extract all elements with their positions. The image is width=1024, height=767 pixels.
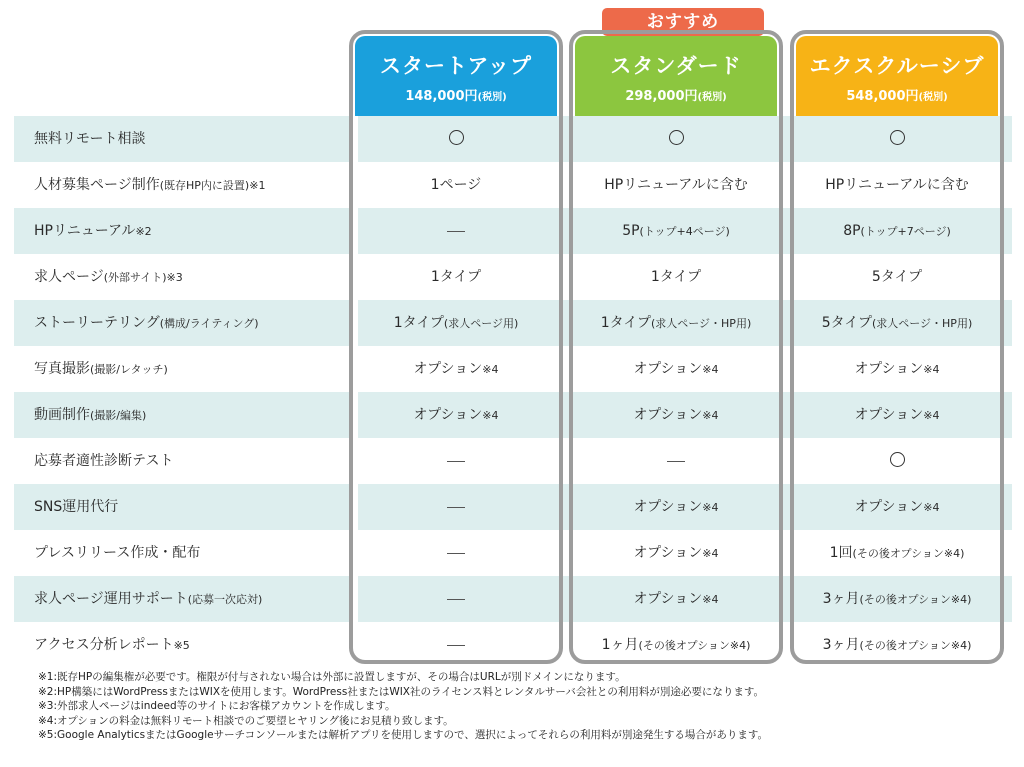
plan-1-cell bbox=[355, 116, 557, 162]
cell-value: オプション bbox=[633, 545, 703, 561]
row-label bbox=[34, 484, 118, 530]
included-circle-icon bbox=[449, 130, 464, 145]
plan-2-cell bbox=[575, 392, 777, 438]
row-label-main: 無料リモート相談 bbox=[34, 131, 146, 147]
plan-price-tax: (税別) bbox=[477, 92, 507, 103]
cell-note: (求人ページ・HP用) bbox=[871, 317, 973, 330]
plan-2-cell bbox=[575, 622, 777, 668]
cell-value: オプション bbox=[633, 361, 703, 377]
cell-value: オプション bbox=[633, 407, 703, 423]
row-label-main: アクセス分析レポート bbox=[34, 637, 174, 653]
cell-value: オプション bbox=[413, 361, 483, 377]
plan-name: エクスクルーシブ bbox=[809, 54, 985, 78]
plan-1-cell bbox=[355, 484, 557, 530]
table-row bbox=[14, 438, 1012, 484]
cell-note: (求人ページ用) bbox=[443, 317, 519, 330]
cell-value: 1ヶ月 bbox=[601, 637, 639, 653]
row-label-main: SNS運用代行 bbox=[34, 499, 119, 515]
plan-2-cell bbox=[575, 346, 777, 392]
not-included-dash-icon bbox=[447, 599, 465, 600]
table-row bbox=[14, 208, 1012, 254]
footnote-1: ※1:既存HPの編集権が必要です。権限が付与されない場合は外部に設置しますが、その場合はURLが別ドメインになります。 bbox=[38, 671, 626, 683]
cell-value: 5タイプ bbox=[871, 269, 923, 285]
row-label-sub: (撮影/レタッチ) bbox=[90, 363, 168, 376]
plan-3-cell bbox=[796, 622, 998, 668]
cell-value: 5P bbox=[622, 223, 640, 239]
plan-2-cell bbox=[575, 254, 777, 300]
cell-note: ※4 bbox=[923, 409, 940, 422]
cell-note: (その後オプション※4) bbox=[859, 593, 972, 606]
cell-value: 3ヶ月 bbox=[822, 591, 860, 607]
plan-2-cell bbox=[575, 530, 777, 576]
cell-note: ※4 bbox=[923, 363, 940, 376]
row-label bbox=[34, 300, 259, 346]
cell-note: (トップ+7ページ) bbox=[860, 225, 951, 238]
not-included-dash-icon bbox=[447, 553, 465, 554]
not-included-dash-icon bbox=[447, 461, 465, 462]
row-label bbox=[34, 346, 168, 392]
not-included-dash-icon bbox=[447, 645, 465, 646]
included-circle-icon bbox=[890, 130, 905, 145]
row-label-main: プレスリリース作成・配布 bbox=[34, 545, 201, 561]
plan-1-cell bbox=[355, 254, 557, 300]
row-label-sub: (外部サイト)※3 bbox=[103, 271, 183, 284]
plan-3-cell bbox=[796, 300, 998, 346]
plan-header-2 bbox=[575, 36, 777, 116]
plan-2-cell bbox=[575, 162, 777, 208]
plan-3-cell bbox=[796, 346, 998, 392]
footnotes bbox=[38, 670, 768, 743]
plan-1-cell bbox=[355, 622, 557, 668]
plan-2-cell bbox=[575, 576, 777, 622]
cell-value: オプション bbox=[633, 591, 703, 607]
table-row bbox=[14, 576, 1012, 622]
cell-value: 1タイプ bbox=[650, 269, 702, 285]
row-label bbox=[34, 622, 190, 668]
row-label bbox=[34, 254, 183, 300]
plan-price-tax: (税別) bbox=[918, 92, 948, 103]
plan-name: スタートアップ bbox=[380, 54, 532, 78]
cell-value: オプション bbox=[854, 407, 924, 423]
plan-1-cell bbox=[355, 530, 557, 576]
plan-1-cell bbox=[355, 162, 557, 208]
cell-value: 1タイプ bbox=[393, 315, 444, 331]
plan-1-cell bbox=[355, 346, 557, 392]
cell-note: ※4 bbox=[702, 501, 719, 514]
row-label-sub: (撮影/編集) bbox=[90, 409, 147, 422]
row-label-main: 求人ページ bbox=[34, 269, 104, 285]
plan-3-cell bbox=[796, 162, 998, 208]
table-row bbox=[14, 254, 1012, 300]
plan-price bbox=[355, 85, 557, 104]
cell-note: (求人ページ・HP用) bbox=[650, 317, 752, 330]
footnote-4: ※4:オプションの料金は無料リモート相談でのご要望ヒヤリング後にお見積り致します。 bbox=[38, 714, 454, 727]
plan-name: スタンダード bbox=[610, 54, 742, 78]
plan-price-value: 548,000円 bbox=[846, 89, 919, 104]
row-label-sub: ※2 bbox=[135, 225, 152, 238]
plan-3-cell bbox=[796, 438, 998, 484]
cell-note: ※4 bbox=[482, 363, 499, 376]
plan-1-cell bbox=[355, 438, 557, 484]
cell-value: 1回 bbox=[829, 545, 853, 561]
row-label bbox=[34, 576, 262, 622]
table-row bbox=[14, 530, 1012, 576]
row-label bbox=[34, 208, 152, 254]
plan-3-cell bbox=[796, 116, 998, 162]
row-label-sub: ※5 bbox=[173, 639, 190, 652]
cell-note: (その後オプション※4) bbox=[859, 639, 972, 652]
cell-note: ※4 bbox=[702, 547, 719, 560]
plan-header-3 bbox=[796, 36, 998, 116]
cell-value: オプション bbox=[413, 407, 483, 423]
row-label-main: 求人ページ運用サポート bbox=[34, 591, 188, 607]
row-label-main: ストーリーテリング bbox=[34, 315, 160, 331]
row-label-sub: (構成/ライティング) bbox=[159, 317, 259, 330]
recommend-badge: おすすめ bbox=[602, 8, 764, 36]
table-row bbox=[14, 116, 1012, 162]
plan-3-cell bbox=[796, 576, 998, 622]
table-row bbox=[14, 346, 1012, 392]
plan-price-tax: (税別) bbox=[697, 92, 727, 103]
table-row bbox=[14, 300, 1012, 346]
row-label-main: 人材募集ページ制作 bbox=[34, 177, 160, 193]
cell-note: ※4 bbox=[482, 409, 499, 422]
footnote-5: ※5:Google AnalyticsまたはGoogleサーチコンソールまたは解析アプリを使用しますので、選択によってそれらの利用料が別途発生する場合があります。 bbox=[38, 729, 768, 741]
plan-3-cell bbox=[796, 392, 998, 438]
plan-3-cell bbox=[796, 254, 998, 300]
row-label-main: 応募者適性診断テスト bbox=[34, 453, 174, 469]
row-label bbox=[34, 530, 200, 576]
plan-3-cell bbox=[796, 530, 998, 576]
cell-value: オプション bbox=[633, 499, 703, 515]
cell-value: 3ヶ月 bbox=[822, 637, 860, 653]
table-row bbox=[14, 162, 1012, 208]
plan-1-cell bbox=[355, 392, 557, 438]
cell-note: ※4 bbox=[702, 409, 719, 422]
row-label-sub: (応募一次応対) bbox=[187, 593, 263, 606]
cell-value: HPリニューアルに含む bbox=[825, 177, 969, 193]
cell-value: オプション bbox=[854, 361, 924, 377]
plan-3-cell bbox=[796, 484, 998, 530]
plan-1-cell bbox=[355, 576, 557, 622]
row-label-main: HPリニューアル bbox=[34, 223, 136, 239]
cell-value: 8P bbox=[843, 223, 861, 239]
plan-2-cell bbox=[575, 208, 777, 254]
cell-note: ※4 bbox=[702, 593, 719, 606]
row-label-sub: (既存HP内に設置)※1 bbox=[159, 179, 266, 192]
plan-2-cell bbox=[575, 484, 777, 530]
cell-value: 1タイプ bbox=[600, 315, 651, 331]
plan-2-cell bbox=[575, 438, 777, 484]
plan-2-cell bbox=[575, 116, 777, 162]
cell-value: オプション bbox=[854, 499, 924, 515]
footnote-2: ※2:HP構築にはWordPressまたはWIXを使用します。WordPress社またはWIX社のライセンス料とレンタルサーバ会社との利用料が別途必要になります。 bbox=[38, 685, 764, 698]
row-label-main: 写真撮影 bbox=[34, 361, 90, 377]
row-label bbox=[34, 438, 173, 484]
plan-1-cell bbox=[355, 300, 557, 346]
footnote-3: ※3:外部求人ページはindeed等のサイトにお客様アカウントを作成します。 bbox=[38, 700, 396, 712]
plan-2-cell bbox=[575, 300, 777, 346]
plan-price-value: 298,000円 bbox=[625, 89, 698, 104]
not-included-dash-icon bbox=[667, 461, 685, 462]
table-row bbox=[14, 392, 1012, 438]
row-label bbox=[34, 162, 265, 208]
cell-note: (トップ+4ページ) bbox=[639, 225, 730, 238]
table-row bbox=[14, 484, 1012, 530]
included-circle-icon bbox=[890, 452, 905, 467]
plan-3-cell bbox=[796, 208, 998, 254]
plan-1-cell bbox=[355, 208, 557, 254]
plan-price bbox=[796, 85, 998, 104]
plan-price bbox=[575, 85, 777, 104]
not-included-dash-icon bbox=[447, 507, 465, 508]
plan-header-1 bbox=[355, 36, 557, 116]
row-label bbox=[34, 116, 145, 162]
cell-note: (その後オプション※4) bbox=[638, 639, 751, 652]
row-label-main: 動画制作 bbox=[34, 407, 90, 423]
cell-note: (その後オプション※4) bbox=[852, 547, 965, 560]
cell-value: 5タイプ bbox=[821, 315, 872, 331]
included-circle-icon bbox=[669, 130, 684, 145]
not-included-dash-icon bbox=[447, 231, 465, 232]
cell-value: 1タイプ bbox=[430, 269, 482, 285]
row-label bbox=[34, 392, 146, 438]
table-row bbox=[14, 622, 1012, 668]
plan-price-value: 148,000円 bbox=[405, 89, 478, 104]
cell-value: HPリニューアルに含む bbox=[604, 177, 748, 193]
cell-note: ※4 bbox=[923, 501, 940, 514]
cell-value: 1ページ bbox=[430, 177, 482, 193]
cell-note: ※4 bbox=[702, 363, 719, 376]
